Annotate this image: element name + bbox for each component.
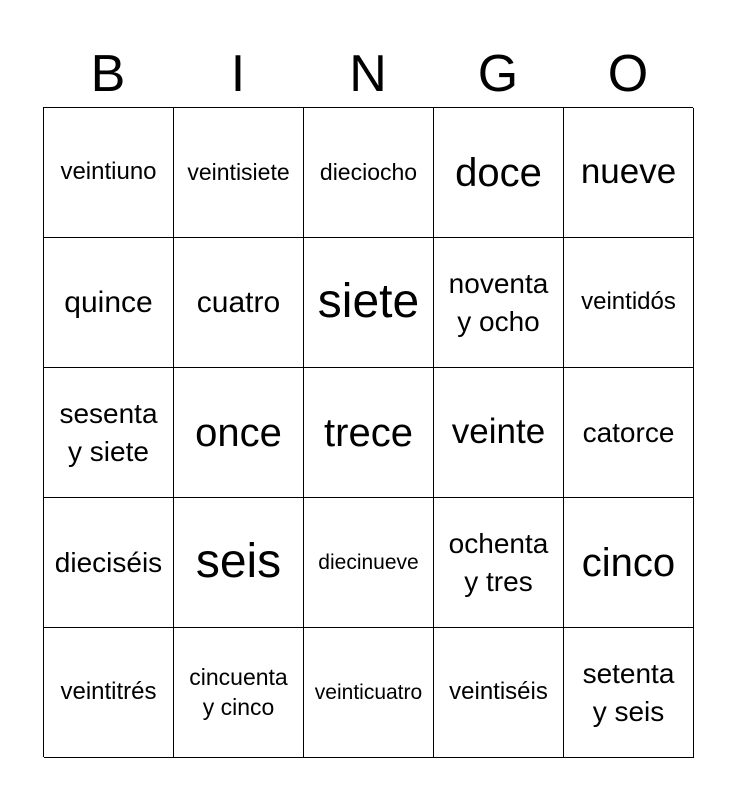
cell-text: veinticuatro: [314, 680, 423, 704]
cell-text: seis: [195, 535, 282, 589]
cell-text: doce: [455, 150, 542, 195]
bingo-cell-r3-c1[interactable]: [174, 498, 304, 628]
cell-text: trece: [324, 410, 413, 455]
cell-text: cincuenta y cinco: [189, 663, 288, 720]
bingo-cell-r4-c2[interactable]: [304, 628, 434, 758]
bingo-cell-r0-c4[interactable]: [564, 108, 694, 238]
cell-text: veintiuno: [60, 158, 157, 186]
bingo-cell-r0-c3[interactable]: [434, 108, 564, 238]
cell-text: nueve: [580, 152, 677, 192]
cell-text: catorce: [582, 416, 675, 448]
header-letter-o: O: [607, 45, 649, 103]
cell-text: cuatro: [196, 285, 281, 319]
bingo-cell-r4-c4[interactable]: [564, 628, 694, 758]
bingo-cell-r1-c1[interactable]: [174, 238, 304, 368]
bingo-cell-r4-c1[interactable]: [174, 628, 304, 758]
cell-text: veintisiete: [187, 158, 290, 185]
bingo-cell-r2-c4[interactable]: [564, 368, 694, 498]
bingo-board: [43, 107, 693, 757]
cell-text: once: [195, 410, 282, 455]
cell-text: veintitrés: [60, 678, 157, 706]
cell-text: veintiséis: [449, 678, 548, 706]
bingo-cell-r2-c0[interactable]: [44, 368, 174, 498]
bingo-header: [43, 44, 693, 104]
cell-text: noventa y ocho: [448, 267, 549, 337]
cell-text: dieciocho: [319, 158, 418, 185]
bingo-cell-r4-c3[interactable]: [434, 628, 564, 758]
bingo-cell-r1-c2[interactable]: [304, 238, 434, 368]
header-letter-b: B: [90, 45, 126, 103]
cell-text: cinco: [581, 540, 676, 585]
header-letter-g: G: [477, 45, 519, 103]
bingo-cell-r3-c2[interactable]: [304, 498, 434, 628]
cell-text: diecinueve: [318, 550, 419, 574]
cell-text: sesenta y siete: [59, 397, 158, 467]
bingo-cell-r4-c0[interactable]: [44, 628, 174, 758]
bingo-cell-r3-c3[interactable]: [434, 498, 564, 628]
cell-text: ochenta y tres: [448, 527, 549, 597]
bingo-cell-r3-c0[interactable]: [44, 498, 174, 628]
bingo-cell-r2-c1[interactable]: [174, 368, 304, 498]
bingo-cell-r0-c0[interactable]: [44, 108, 174, 238]
cell-text: quince: [64, 285, 153, 319]
cell-text: siete: [317, 275, 420, 329]
bingo-cell-r0-c2[interactable]: [304, 108, 434, 238]
cell-text: veinte: [451, 412, 546, 452]
cell-text: setenta y seis: [582, 657, 675, 727]
bingo-cell-r0-c1[interactable]: [174, 108, 304, 238]
cell-text: dieciséis: [54, 546, 163, 578]
bingo-cell-r1-c3[interactable]: [434, 238, 564, 368]
header-letter-i: I: [230, 45, 246, 103]
bingo-cell-r2-c2[interactable]: [304, 368, 434, 498]
cell-text: veintidós: [581, 288, 676, 316]
bingo-cell-r2-c3[interactable]: [434, 368, 564, 498]
header-letter-n: N: [349, 45, 387, 103]
bingo-cell-r1-c0[interactable]: [44, 238, 174, 368]
bingo-cell-r3-c4[interactable]: [564, 498, 694, 628]
bingo-cell-r1-c4[interactable]: [564, 238, 694, 368]
